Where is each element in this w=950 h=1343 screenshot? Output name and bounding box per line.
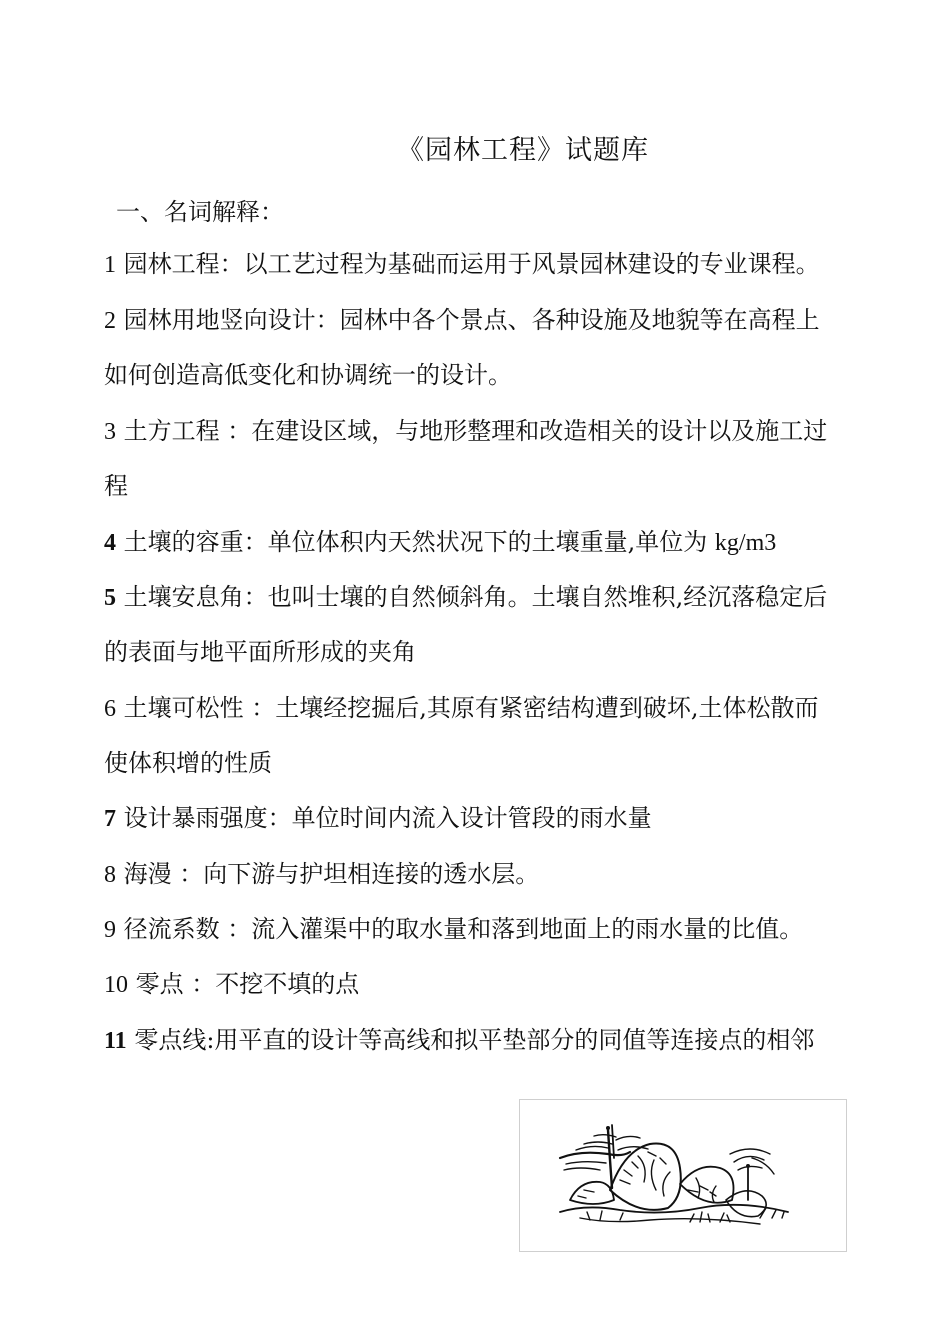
entry-text: 设计暴雨强度：单位时间内流入设计管段的雨水量: [123, 804, 652, 832]
entry-number: 2: [104, 308, 116, 334]
entry-number: 6: [104, 696, 116, 722]
entry-number: 3: [104, 419, 116, 445]
entry-text: 土壤的容重：单位体积内天然状况下的土壤重量,单位为: [123, 528, 715, 556]
entry-text: 的表面与地平面所形成的夹角: [104, 638, 416, 666]
entry-text: 使体积增的性质: [104, 749, 272, 777]
entry-line: [104, 692, 819, 725]
entry-line: [104, 415, 827, 448]
entry-text: 程: [104, 472, 128, 500]
entry-line: [104, 248, 820, 281]
entry-text: 海漫 ：向下游与护坦相连接的透水层。: [123, 860, 540, 888]
entry-line: [104, 802, 652, 835]
entry-number: 7: [104, 806, 116, 832]
document-title: 《园林工程》试题库: [397, 135, 649, 166]
entry-text: 径流系数 ：流入灌渠中的取水量和落到地面上的雨水量的比值。: [123, 915, 804, 943]
entry-text: 零点 ：不挖不填的点: [135, 970, 360, 998]
entry-number: 5: [104, 585, 116, 611]
entry-text: 零点线:用平直的设计等高线和拟平垫部分的同值等连接点的相邻: [134, 1026, 815, 1054]
entry-line-continuation: [104, 636, 416, 668]
entry-text: 园林用地竖向设计：园林中各个景点、各种设施及地貌等在高程上: [123, 306, 820, 334]
entry-text: 土壤可松性 ：土壤经挖掘后,其原有紧密结构遭到破坏,土体松散而: [123, 694, 819, 722]
entry-number: 11: [104, 1028, 127, 1054]
entry-line: [104, 1024, 814, 1057]
unit-text: kg/m3: [714, 530, 777, 556]
entry-line: [104, 304, 820, 337]
entry-text: 园林工程：以工艺过程为基础而运用于风景园林建设的专业课程。: [123, 250, 820, 278]
entry-number: 9: [104, 917, 116, 943]
entry-text: 土壤安息角：也叫士壤的自然倾斜角。土壤自然堆积,经沉落稳定后: [123, 583, 828, 611]
entry-line: [104, 581, 827, 614]
entry-line-continuation: [104, 359, 512, 391]
rockery-illustration: [519, 1099, 847, 1252]
entry-line-continuation: [104, 470, 128, 502]
entry-number: 8: [104, 862, 116, 888]
entry-text: 如何创造高低变化和协调统一的设计。: [104, 361, 512, 389]
entry-line-continuation: [104, 747, 272, 779]
entry-number: 10: [104, 972, 128, 998]
entry-text: 土方工程 ：在建设区域，与地形整理和改造相关的设计以及施工过: [123, 417, 828, 445]
entry-line: [104, 968, 359, 1001]
entry-number: 1: [104, 252, 116, 278]
entry-line: [104, 526, 776, 559]
rockery-drawing: [520, 1100, 846, 1251]
section-heading: 一、名词解释：: [116, 198, 284, 226]
entry-line: [104, 858, 539, 891]
entry-line: [104, 913, 803, 946]
entry-number: 4: [104, 530, 116, 556]
